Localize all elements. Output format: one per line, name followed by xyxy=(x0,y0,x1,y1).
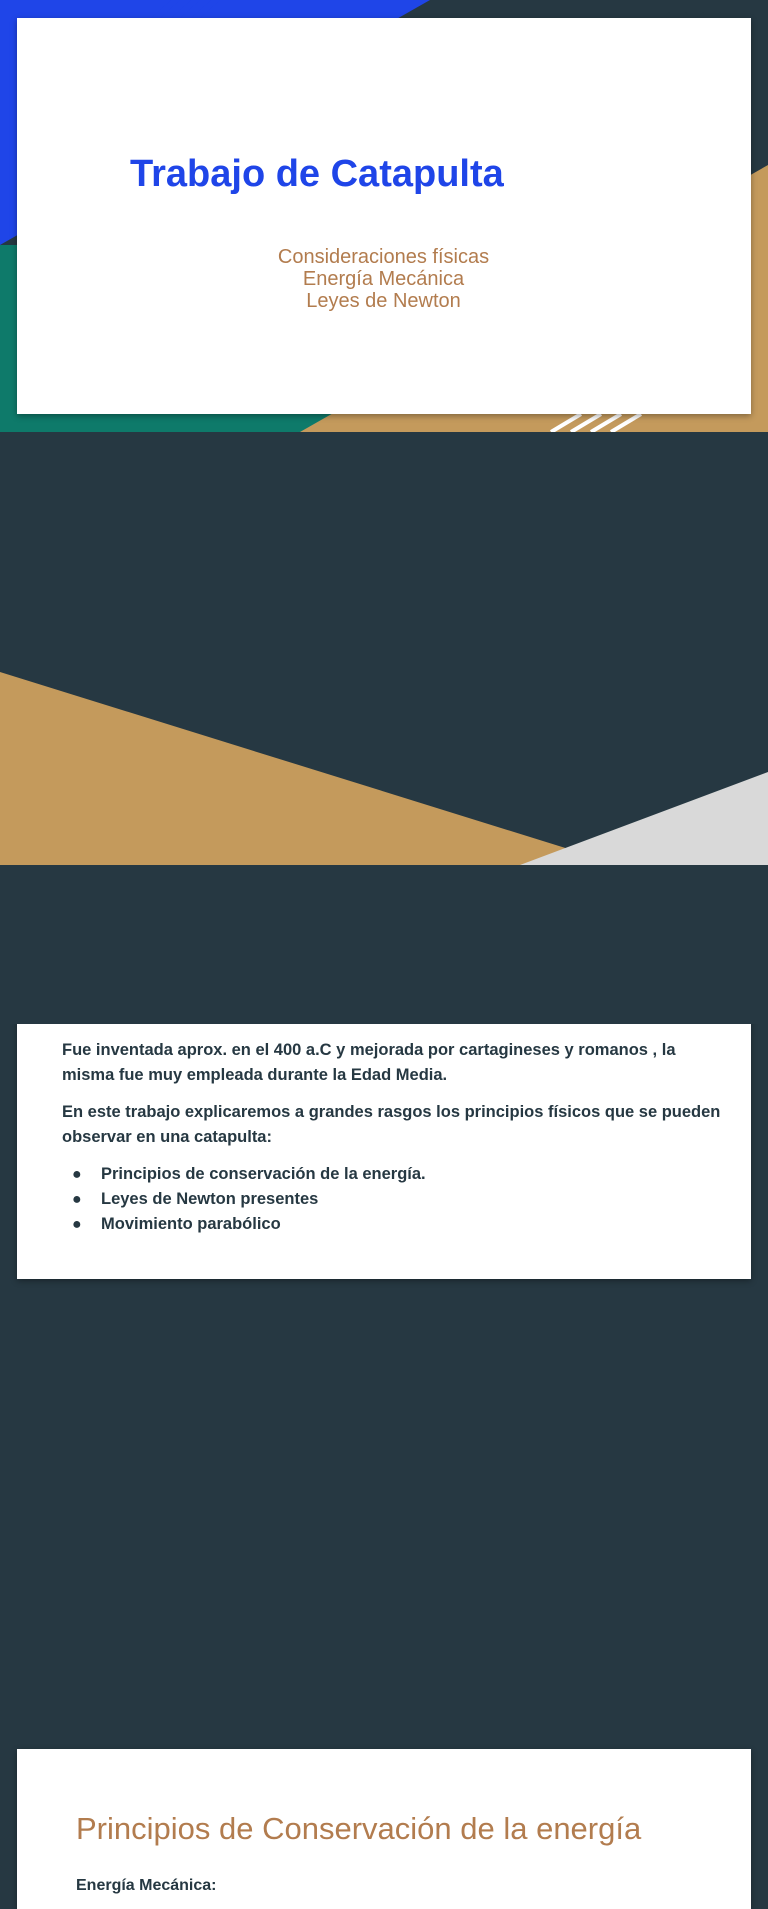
slide-2 xyxy=(0,432,768,1233)
bullet-text: Leyes de Newton presentes xyxy=(101,1190,319,1208)
slide-3-card xyxy=(17,1749,751,1909)
conservation-heading: Principios de Conservación de la energía xyxy=(76,1811,642,1846)
slide-2-background xyxy=(0,432,768,865)
list-item xyxy=(62,1162,722,1187)
bullet-text: Movimiento parabólico xyxy=(101,1215,281,1233)
slide-subtitle xyxy=(217,246,550,312)
intro-bullet-list xyxy=(62,1162,722,1237)
subtitle-line-1: Consideraciones físicas xyxy=(277,246,490,268)
bullet-dot-icon: ● xyxy=(72,1166,82,1183)
bullet-text: Principios de conservación de la energía. xyxy=(101,1165,426,1183)
slide-1 xyxy=(0,0,768,432)
list-item xyxy=(62,1212,722,1237)
intro-paragraph-3: En este trabajo explicaremos a grandes rasgos los principios físicos que se pueden observar en una catapulta: xyxy=(62,1103,721,1146)
list-item xyxy=(62,1187,722,1212)
intro-paragraph-2: Fue inventada aprox. en el 400 a.C y mejorada por cartagineses y romanos , la misma fue muy empleada durante la Edad Media. xyxy=(62,1041,676,1084)
slide-1-card xyxy=(17,18,751,414)
subtitle-line-3: Leyes de Newton xyxy=(306,290,461,312)
energy-label: Energía Mecánica: xyxy=(76,1877,217,1894)
bullet-dot-icon: ● xyxy=(72,1191,82,1208)
subtitle-line-2: Energía Mecánica xyxy=(302,268,465,290)
bullet-dot-icon: ● xyxy=(72,1216,82,1233)
slide-title: Trabajo de Catapulta xyxy=(130,153,504,195)
